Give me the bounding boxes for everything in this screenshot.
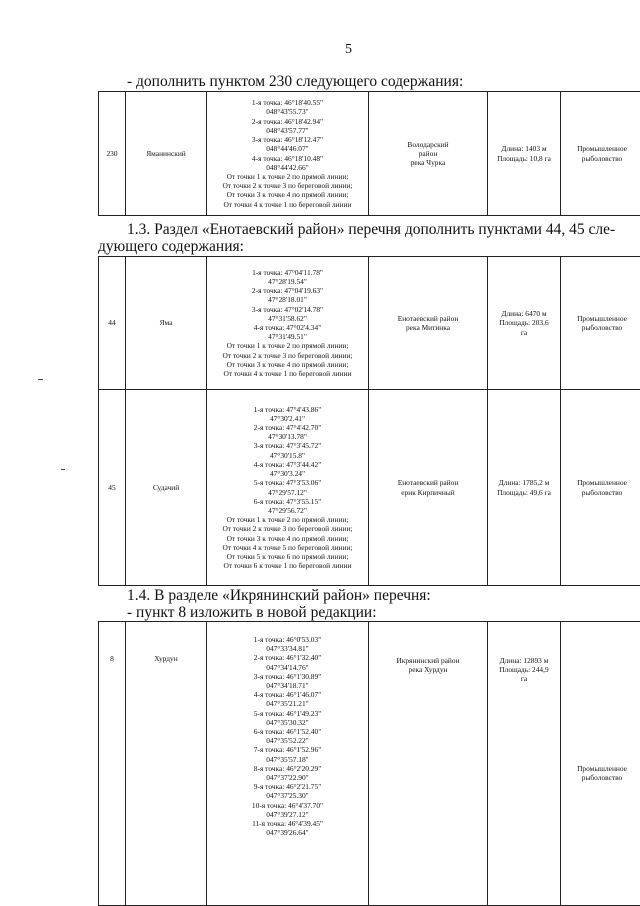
row-number: 45 [99, 390, 126, 586]
location-cell [369, 622, 488, 906]
fishing-type-cell [561, 390, 640, 586]
coordinate-line: 47°30'2.41" [207, 414, 368, 423]
page-number: 5 [345, 42, 352, 58]
table-row [99, 257, 640, 390]
coordinate-line: 047°37'22.90" [207, 773, 368, 782]
size-line: га [488, 328, 560, 337]
coordinate-line: 1-я точка: 47°4'43.86" [207, 405, 368, 414]
coordinate-line: От точки 2 к точке 3 по береговой линии; [207, 351, 368, 360]
size-line: Площадь: 203,6 [488, 318, 560, 327]
scan-mark [61, 469, 65, 470]
coordinate-line: 47°30'13.78" [207, 432, 368, 441]
coordinates-list [207, 268, 368, 378]
coordinate-line: От точки 5 к точке 6 по прямой линии; [207, 552, 368, 561]
coordinate-line: 47°31'49.51" [207, 332, 368, 341]
coordinates-cell [207, 622, 369, 906]
heading-section-1-3-cont: дующего содержания: [98, 239, 244, 255]
coordinate-line: 4-я точка: 46°18'10.48" [207, 154, 368, 163]
coordinates-cell [207, 390, 369, 586]
coordinate-line: 47°30'3.24" [207, 469, 368, 478]
coordinate-line: 047°35'21.21" [207, 699, 368, 708]
coordinate-line: 047°37'25.30" [207, 791, 368, 800]
location-line: река Чурка [369, 158, 487, 167]
coordinate-line: 6-я точка: 47°3'55.15" [207, 497, 368, 506]
coordinate-line: 048°44'46.07" [207, 144, 368, 153]
heading-section-1-3: 1.3. Раздел «Енотаевский район» перечня дополнить пунктами 44, 45 сле- [127, 222, 615, 238]
coordinate-line: От точки 4 к точке 1 по береговой линии [207, 200, 368, 209]
table-row [99, 390, 640, 586]
row-number: 8 [99, 622, 126, 906]
coordinate-line: 1-я точка: 46°18'40.55" [207, 98, 368, 107]
site-name: Яманинский [126, 92, 207, 216]
coordinate-line: 3-я точка: 46°1'30.89" [207, 672, 368, 681]
table-point-8 [98, 621, 640, 906]
coordinate-line: 47°31'58.62" [207, 314, 368, 323]
coordinate-line: От точки 6 к точке 1 по береговой линии [207, 561, 368, 570]
coordinate-line: 2-я точка: 46°1'32.40" [207, 653, 368, 662]
coordinate-line: 047°34'14.76" [207, 663, 368, 672]
coordinate-line: 47°28'19.54" [207, 277, 368, 286]
fishing-type-line: Промышленное [561, 144, 640, 153]
coordinate-line: 47°29'56.72" [207, 506, 368, 515]
coordinate-line: 8-я точка: 46°2'20.29" [207, 764, 368, 773]
coordinate-line: 9-я точка: 46°2'21.75" [207, 782, 368, 791]
location-line: Енотаевский район [369, 478, 487, 487]
coordinate-line: От точки 2 к точке 3 по береговой линии; [207, 524, 368, 533]
coordinate-line: 4-я точка: 47°02'4.34" [207, 323, 368, 332]
coordinate-line: 3-я точка: 46°18'12.47" [207, 135, 368, 144]
location-line: ерик Кирпичный [369, 488, 487, 497]
table-point-230 [98, 91, 640, 216]
fishing-type-line: Промышленное [561, 764, 640, 773]
fishing-type-line: Промышленное [561, 314, 640, 323]
coordinates-list [207, 98, 368, 208]
coordinates-list [207, 405, 368, 571]
row-number: 44 [99, 257, 126, 390]
coordinate-line: 47°30'15.8" [207, 451, 368, 460]
coordinate-line: 11-я точка: 46°4'39.45" [207, 819, 368, 828]
table-row [99, 622, 640, 906]
fishing-type-line: Промышленное [561, 478, 640, 487]
coordinate-line: 048°43'55.73" [207, 107, 368, 116]
coordinate-line: От точки 1 к точке 2 по прямой линии; [207, 341, 368, 350]
coordinate-line: 047°39'27.12" [207, 810, 368, 819]
coordinate-line: 7-я точка: 46°1'52.96" [207, 745, 368, 754]
location-cell [369, 92, 488, 216]
coordinate-line: От точки 2 к точке 3 по береговой линии; [207, 181, 368, 190]
location-line: Енотаевский район [369, 314, 487, 323]
fishing-type-line: рыболовство [561, 773, 640, 782]
fishing-type-cell [561, 257, 640, 390]
size-cell [488, 390, 561, 586]
coordinate-line: 047°33'34.81" [207, 644, 368, 653]
coordinate-line: 6-я точка: 46°1'52.40" [207, 727, 368, 736]
coordinate-line: 10-я точка: 46°4'37.70" [207, 801, 368, 810]
coordinates-list [207, 635, 368, 837]
coordinate-line: 3-я точка: 47°02'14.78" [207, 305, 368, 314]
location-line: район [369, 149, 487, 158]
coordinate-line: 047°34'18.71" [207, 681, 368, 690]
table-row [99, 92, 640, 216]
location-cell [369, 257, 488, 390]
heading-section-1-4: 1.4. В разделе «Икрянинский район» перечня: [127, 588, 431, 604]
location-cell [369, 390, 488, 586]
size-line: Длина: 1403 м [488, 144, 560, 153]
coordinate-line: 3-я точка: 47°3'45.72" [207, 441, 368, 450]
coordinate-line: От точки 3 к точке 4 по прямой линии; [207, 360, 368, 369]
size-cell [488, 92, 561, 216]
row-number: 230 [99, 92, 126, 216]
size-cell [488, 257, 561, 390]
coordinates-cell [207, 257, 369, 390]
size-line: Площадь: 244,9 [488, 665, 560, 674]
coordinate-line: От точки 1 к точке 2 по прямой линии; [207, 515, 368, 524]
location-line: Володарский [369, 140, 487, 149]
size-line: Длина: 6470 м [488, 309, 560, 318]
coordinate-line: 5-я точка: 47°3'53.06" [207, 478, 368, 487]
coordinate-line: 047°35'52.22" [207, 736, 368, 745]
size-line: Площадь: 10,8 га [488, 154, 560, 163]
fishing-type-line: рыболовство [561, 323, 640, 332]
size-line: Длина: 1785,2 м [488, 478, 560, 487]
site-name: Судачий [126, 390, 207, 586]
coordinate-line: 047°35'57.18" [207, 755, 368, 764]
fishing-type-line: рыболовство [561, 488, 640, 497]
coordinate-line: От точки 3 к точке 4 по прямой линии; [207, 534, 368, 543]
coordinate-line: 1-я точка: 46°0'53.03" [207, 635, 368, 644]
coordinate-line: От точки 3 к точке 4 по прямой линии; [207, 190, 368, 199]
fishing-type-line: рыболовство [561, 154, 640, 163]
coordinate-line: 2-я точка: 46°18'42.94" [207, 117, 368, 126]
site-name: Хурдун [126, 622, 207, 906]
coordinate-line: 048°43'57.77" [207, 126, 368, 135]
coordinate-line: От точки 4 к точке 5 по береговой линии; [207, 543, 368, 552]
coordinate-line: 2-я точка: 47°4'42.70" [207, 423, 368, 432]
coordinate-line: 1-я точка: 47°04'11.78" [207, 268, 368, 277]
coordinate-line: 048°44'42.66" [207, 163, 368, 172]
size-line: га [488, 674, 560, 683]
location-line: Икрянинский район [369, 656, 487, 665]
coordinate-line: 47°29'57.12" [207, 488, 368, 497]
heading-point-8-new-edition: - пункт 8 изложить в новой редакции: [127, 605, 377, 621]
coordinate-line: 4-я точка: 46°1'46.07" [207, 690, 368, 699]
site-name: Яма [126, 257, 207, 390]
coordinate-line: 47°28'18.01" [207, 295, 368, 304]
size-cell [488, 622, 561, 906]
coordinate-line: 047°35'30.32" [207, 718, 368, 727]
coordinate-line: 5-я точка: 46°1'49.23" [207, 709, 368, 718]
size-line: Длина: 12893 м [488, 656, 560, 665]
coordinate-line: От точки 1 к точке 2 по прямой линии; [207, 172, 368, 181]
heading-add-point-230: - дополнить пунктом 230 следующего содержания: [127, 74, 463, 90]
coordinates-cell [207, 92, 369, 216]
fishing-type-cell [561, 622, 640, 906]
location-line: река Хурдун [369, 665, 487, 674]
coordinate-line: От точки 4 к точке 1 по береговой линии [207, 369, 368, 378]
size-line: Площадь: 49,6 га [488, 488, 560, 497]
coordinate-line: 2-я точка: 47°04'19.63" [207, 286, 368, 295]
location-line: река Митинка [369, 323, 487, 332]
fishing-type-cell [561, 92, 640, 216]
scan-mark [38, 379, 43, 380]
coordinate-line: 047°39'26.64" [207, 828, 368, 837]
coordinate-line: 4-я точка: 47°3'44.42" [207, 460, 368, 469]
table-points-44-45 [98, 256, 640, 586]
